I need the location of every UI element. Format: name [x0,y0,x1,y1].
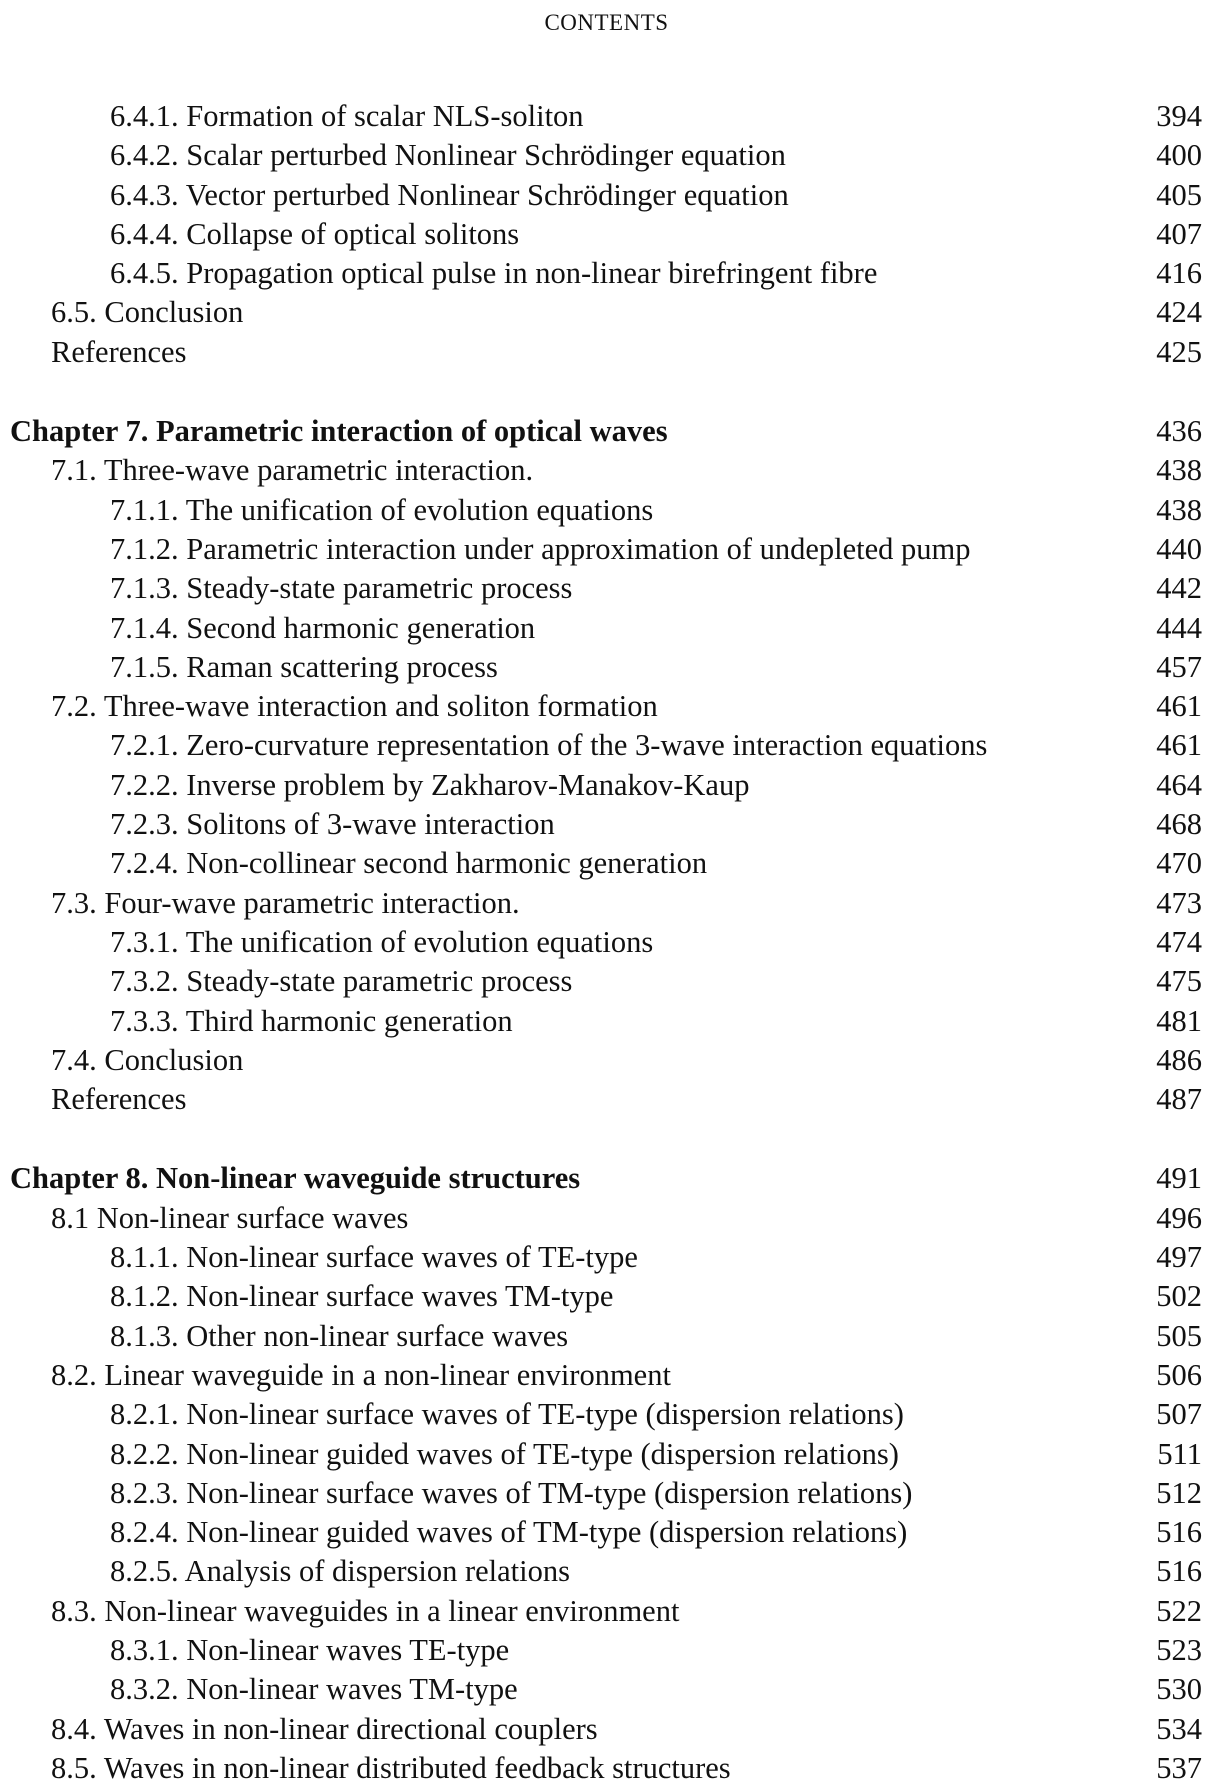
toc-entry-title: 7.4. Conclusion [51,1042,244,1077]
toc-subsection-entry [0,1552,1213,1591]
toc-page-number: 416 [1156,256,1202,291]
toc-page-number: 438 [1156,453,1202,488]
toc-entry-title: 8.1.3. Other non-linear surface waves [110,1318,569,1353]
toc-subsection-entry [0,726,1213,765]
toc-section-entry [0,1199,1213,1238]
toc-entry-title: 7.2.2. Inverse problem by Zakharov-Manakov-Kaup [110,767,750,802]
toc-page-number: 522 [1156,1593,1202,1628]
toc-page-number: 442 [1156,571,1202,606]
toc-page-number: 516 [1156,1554,1202,1589]
toc-page-number: 440 [1156,531,1202,566]
toc-page-number: 497 [1156,1240,1202,1275]
toc-page-number: 470 [1156,846,1202,881]
toc-page-number: 487 [1156,1082,1202,1117]
toc-page-number: 444 [1156,610,1202,645]
toc-entry-title: 8.4. Waves in non-linear directional couplers [51,1711,598,1746]
toc-entry-title: 8.3. Non-linear waveguides in a linear environment [51,1593,680,1628]
toc-entry-title: 8.5. Waves in non-linear distributed feedback structures [51,1750,731,1785]
toc-entry-title: 7.1.3. Steady-state parametric process [110,571,573,606]
toc-page-number: 506 [1156,1357,1202,1392]
toc-subsection-entry [0,609,1213,648]
toc-subsection-entry [0,923,1213,962]
toc-entry-title: 8.2.3. Non-linear surface waves of TM-type (dispersion relations) [110,1475,913,1510]
toc-page-number: 473 [1156,885,1202,920]
toc-entry-title: 7.2.1. Zero-curvature representation of the 3-wave interaction equations [110,728,988,763]
toc-subsection-entry [0,1474,1213,1513]
section-spacer [0,1119,1213,1159]
toc-entry-title: 7.3.3. Third harmonic generation [110,1003,513,1038]
table-of-contents [0,97,1213,1788]
toc-entry-title: 7.2. Three-wave interaction and soliton formation [51,689,658,724]
toc-section-entry [0,884,1213,923]
toc-subsection-entry [0,1238,1213,1277]
toc-page-number: 486 [1156,1042,1202,1077]
toc-entry-title: 8.1.1. Non-linear surface waves of TE-type [110,1240,638,1275]
toc-page-number: 502 [1156,1279,1202,1314]
toc-subsection-entry [0,215,1213,254]
toc-entry-title: 8.3.1. Non-linear waves TE-type [110,1632,510,1667]
toc-entry-title: 7.3.1. The unification of evolution equations [110,924,654,959]
toc-entry-title: 6.4.5. Propagation optical pulse in non-linear birefringent fibre [110,256,878,291]
toc-subsection-entry [0,1631,1213,1670]
toc-entry-title: 7.1.2. Parametric interaction under approximation of undepleted pump [110,531,971,566]
toc-page-number: 400 [1156,138,1202,173]
toc-subsection-entry [0,844,1213,883]
toc-subsection-entry [0,1002,1213,1041]
toc-subsection-entry [0,1395,1213,1434]
toc-entry-title: 8.2.4. Non-linear guided waves of TM-type (dispersion relations) [110,1515,908,1550]
toc-subsection-entry [0,766,1213,805]
toc-section-entry [0,1356,1213,1395]
toc-page-number: 461 [1156,728,1202,763]
toc-page-number: 505 [1156,1318,1202,1353]
toc-subsection-entry [0,1513,1213,1552]
toc-section-entry [0,687,1213,726]
toc-section-entry [0,1592,1213,1631]
toc-page-number: 516 [1156,1515,1202,1550]
toc-entry-title: 7.2.3. Solitons of 3-wave interaction [110,807,555,842]
toc-entry-title: 7.1. Three-wave parametric interaction. [51,453,534,488]
toc-entry-title: 8.2.1. Non-linear surface waves of TE-type (dispersion relations) [110,1397,904,1432]
toc-entry-title: 8.2.2. Non-linear guided waves of TE-type (dispersion relations) [110,1436,899,1471]
toc-page-number: 425 [1156,334,1202,369]
toc-subsection-entry [0,648,1213,687]
toc-entry-title: 6.4.4. Collapse of optical solitons [110,216,520,251]
toc-subsection-entry [0,1317,1213,1356]
toc-page-number: 407 [1156,216,1202,251]
toc-section-entry [0,333,1213,372]
toc-subsection-entry [0,962,1213,1001]
toc-page-number: 436 [1156,414,1202,449]
toc-section-entry [0,1710,1213,1749]
toc-entry-title: 7.3. Four-wave parametric interaction. [51,885,520,920]
toc-section-entry [0,1749,1213,1788]
toc-subsection-entry [0,1277,1213,1316]
toc-entry-title: 7.1.4. Second harmonic generation [110,610,536,645]
toc-entry-title: Chapter 7. Parametric interaction of optical waves [10,414,668,449]
section-spacer [0,372,1213,412]
toc-subsection-entry [0,1670,1213,1709]
toc-entry-title: 6.4.3. Vector perturbed Nonlinear Schrödinger equation [110,177,789,212]
toc-entry-title: 6.5. Conclusion [51,295,244,330]
toc-page-number: 394 [1156,99,1202,133]
toc-subsection-entry [0,805,1213,844]
toc-section-entry [0,451,1213,490]
toc-page-number: 461 [1156,689,1202,724]
toc-page-number: 491 [1156,1161,1202,1196]
running-head: CONTENTS [544,10,669,35]
toc-page-number: 534 [1156,1711,1202,1746]
toc-section-entry [0,293,1213,332]
toc-entry-title: 7.1.5. Raman scattering process [110,649,498,684]
toc-page-number: 523 [1156,1632,1202,1667]
toc-subsection-entry [0,97,1213,136]
toc-subsection-entry [0,491,1213,530]
toc-page-number: 457 [1156,649,1202,684]
toc-page-number: 481 [1156,1003,1202,1038]
toc-entry-title: 8.2.5. Analysis of dispersion relations [110,1554,571,1589]
toc-subsection-entry [0,136,1213,175]
toc-entry-title: References [51,1082,187,1117]
toc-entry-title: 8.1.2. Non-linear surface waves TM-type [110,1279,614,1314]
toc-entry-title: 6.4.2. Scalar perturbed Nonlinear Schrödinger equation [110,138,786,173]
toc-chapter-entry [0,1159,1213,1198]
toc-entry-title: References [51,334,187,369]
toc-entry-title: 7.1.1. The unification of evolution equations [110,492,654,527]
toc-section-entry [0,1041,1213,1080]
toc-page-number: 474 [1156,924,1202,959]
toc-page-number: 507 [1156,1397,1202,1432]
toc-page-number: 468 [1156,807,1202,842]
toc-chapter-entry [0,412,1213,451]
toc-page-number: 424 [1156,295,1202,330]
toc-page-number: 537 [1156,1750,1202,1785]
toc-entry-title: 8.1 Non-linear surface waves [51,1200,409,1235]
toc-page-number: 530 [1156,1672,1202,1707]
toc-page-number: 464 [1156,767,1202,802]
toc-page-number: 405 [1156,177,1202,212]
toc-page-number: 438 [1156,492,1202,527]
toc-subsection-entry [0,1435,1213,1474]
toc-page-number: 511 [1157,1436,1202,1471]
toc-entry-title: 7.3.2. Steady-state parametric process [110,964,573,999]
toc-page-number: 496 [1156,1200,1202,1235]
toc-subsection-entry [0,530,1213,569]
toc-entry-title: 8.2. Linear waveguide in a non-linear environment [51,1357,671,1392]
toc-entry-title: Chapter 8. Non-linear waveguide structures [10,1161,581,1196]
toc-page-number: 475 [1156,964,1202,999]
toc-subsection-entry [0,569,1213,608]
toc-subsection-entry [0,176,1213,215]
toc-entry-title: 6.4.1. Formation of scalar NLS-soliton [110,99,584,133]
toc-entry-title: 7.2.4. Non-collinear second harmonic generation [110,846,708,881]
toc-entry-title: 8.3.2. Non-linear waves TM-type [110,1672,518,1707]
toc-page-number: 512 [1156,1475,1202,1510]
toc-section-entry [0,1080,1213,1119]
toc-subsection-entry [0,254,1213,293]
